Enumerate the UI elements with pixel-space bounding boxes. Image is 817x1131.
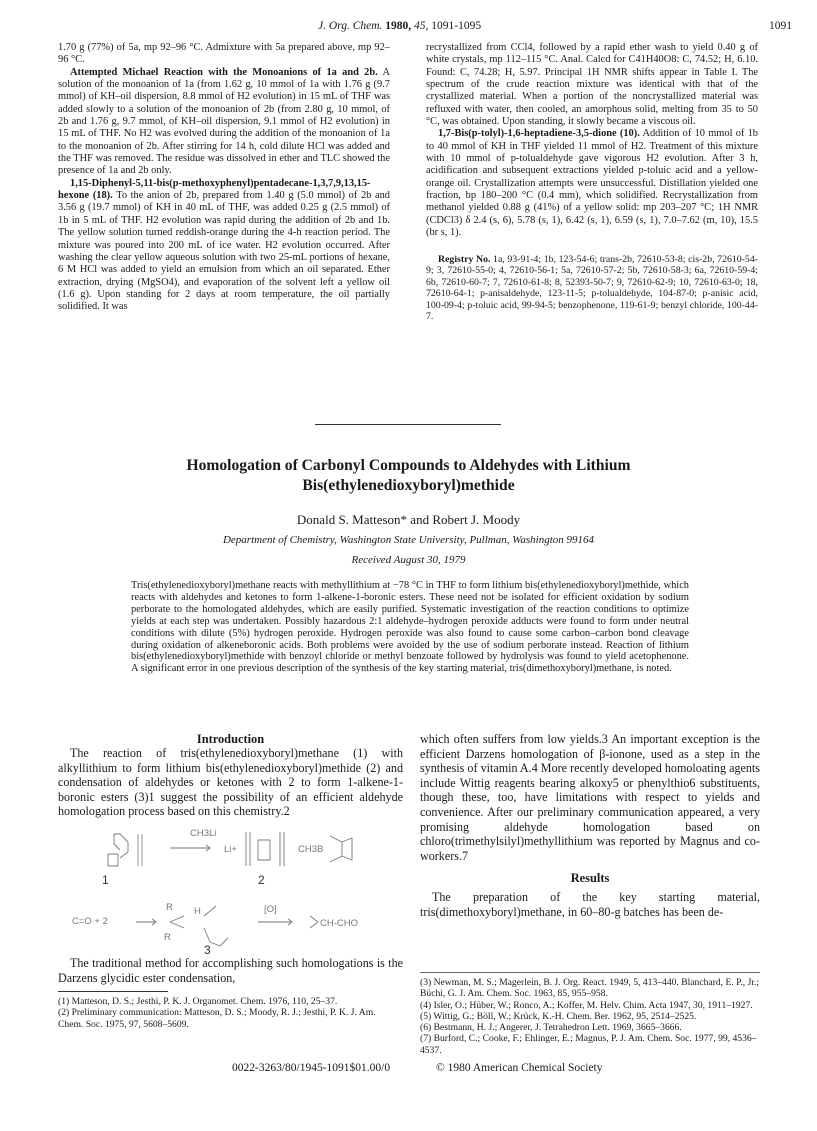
footnote: (6) Bestmann, H. J.; Angerer, J. Tetrahedron Lett. 1969, 3665–3666. [420,1022,682,1034]
paragraph: The preparation of the key starting material, tris(dimethoxyboryl)methane, in 60–80-g batches has been de- [420,889,760,919]
journal-year: 1980, [385,20,412,32]
compound-2-structure [246,832,284,866]
paragraph [58,178,390,314]
footnotes-right [420,977,760,1056]
journal-name: J. Org. Chem. [318,20,383,32]
product-structure [310,916,318,928]
compound-1-structure [108,834,128,866]
oxidant-label: [O] [264,904,277,915]
page-number: 1091 [769,20,792,32]
registry-heading: Registry No. [438,253,491,265]
footnotes-left [58,996,403,1030]
compound-2-label: 2 [258,873,265,887]
article-title [0,456,817,495]
footnote: (2) Preliminary communication: Matteson, D. S.; Moody, R. J.; Jesthi, P. K. J. Am. Chem. Soc. 1975, 97, 5608–5609. [58,1007,376,1030]
footnote: (3) Newman, M. S.; Magerlein, B. J. Org. React. 1949, 5, 413–440. Blanchard, E. P., Jr.; Büchi, G. J. Am. Chem. Soc. 1963, 85, 955–958. [420,977,760,1000]
footnote: (4) Isler, O.; Hüber, W.; Ronco, A.; Koffer, M. Helv. Chim. Acta 1947, 30, 1911–1927. [420,999,753,1011]
h-label: H [194,906,201,917]
footnote: (5) Wittig, G.; Böll, W.; Krück, K.-H. Chem. Ber. 1962, 95, 2514–2525. [420,1010,697,1022]
ch3b-label: CH3B [298,844,324,855]
paragraph: The reaction of tris(ethylenedioxyboryl)methane (1) with alkyllithium to form lithium bis(ethylenedioxyboryl)methide (2) and condensation of aldehydes or ketones with 2 to form 1-alkene-1-boronic esters (3)1 suggest the possibility of an efficient aldehyde homologation process based on this chemistry.2 [58,746,403,819]
paragraph: which often suffers from low yields.3 An important exception is the efficient Darzens homologation of β-ionone, used as a step in the synthesis of vitamin A.4 More recently developed homoloating agents include Wittig reagents bearing alkoxy5 or phenylthio6 substituents, though these, too, have limitations with respect to yields and convenience. After our preliminary communication appeared, a very promising aldehyde homologation based on chloro(trimethylsilyl)methyllithium was reported by Magnus and co-workers.7 [420,732,760,863]
paragraph-heading: Attempted Michael Reaction with the Monoanions of 1a and 2b. [70,66,378,78]
footnote: (7) Burford, C.; Cooke, F.; Ehlinger, E.; Magnus, P. J. Am. Chem. Soc. 1977, 99, 4536–4537. [420,1033,757,1056]
product-label: CH-CHO [320,918,358,929]
authors: Donald S. Matteson* and Robert J. Moody [296,512,521,527]
journal-pages: 1091-1095 [431,20,482,32]
compound-3-label: 3 [204,943,211,955]
carbonyl-label: C=O + 2 [72,916,108,927]
ch3b-ring [330,836,352,862]
intro-paragraph [58,746,403,819]
running-header [318,20,481,32]
intro-paragraph-2 [58,956,403,985]
reaction-arrow [170,845,210,851]
registry-text: 1a, 93-91-4; 1b, 123-54-6; trans-2b, 72610-53-8; cis-2b, 72610-54-9; 3, 72610-55-0; 4, 72610-56-1; 5a, 72610-57-2; 5b, 72610-58-3; 6a, 72610-59-4; 6b, 72610-60-7; 7, 72610-61-8; 8, 52393-50-7; 9, 72610-62-9; 10, 72610-63-0; 18, 72610-64-1; p-anisaldehyde, 123-11-5; p-tolualdehyde, 104-87-0; p-anisic acid, 100-09-4; p-toluic acid, 99-94-5; benzophenone, 119-61-9; benzyl chloride, 100-44-7. [426,253,758,323]
received-date: Received August 30, 1979 [351,554,466,566]
journal-volume: 45, [414,20,429,32]
paragraph: 1.70 g (77%) of 5a, mp 92–96 °C. Admixture with 5a prepared above, mp 92–96 °C. [58,42,390,66]
paragraph: recrystallized from CCl4, followed by a rapid ether wash to yield 0.40 g of white crystals, mp 112–115 °C. Anal. Calcd for C41H40O8: C, 74.52; H, 6.10. Found: C, 74.28; H, 5.97. Principal 1H NMR shifts appear in Table I. The spectrum of the crude reaction mixture was identical with that of the crystallized material. When a portion of the noncrystallized material was refluxed with water, then cooled, an amorphous solid, melting from 35 to 50 °C, was obtained. Upon standing, it slowly became a viscous oil. [426,42,758,128]
article-title-line: Bis(ethylenedioxyboryl)methide [302,476,515,494]
results-heading: Results [570,871,610,886]
article-title-line: Homologation of Carbonyl Compounds to Aldehydes with Lithium [186,457,631,474]
affiliation: Department of Chemistry, Washington State University, Pullman, Washington 99164 [222,534,595,546]
paragraph: The traditional method for accomplishing such homologations is the Darzens glycidic ester condensation, [58,956,403,985]
reaction-scheme [58,820,403,955]
paragraph [426,128,758,239]
experimental-right-column [426,42,758,323]
arrow-to-3 [136,919,156,925]
article-separator [315,424,501,425]
footnote: (1) Matteson, D. S.; Jesthi, P. K. J. Organomet. Chem. 1976, 110, 25–37. [58,996,338,1007]
reagent-label: CH3Li [190,828,217,839]
lithium-label: Li+ [224,844,237,855]
intro-heading: Introduction [196,732,265,746]
footnote-rule [58,991,168,992]
paragraph-text: Addition of 10 mmol of 1b to 40 mmol of KH in THF yielded 11 mmol of H2. Treatment of this mixture with 10 mmol of p-tolualdehyde gave vigorous H2 evolution. After 3 h, acidification and subsequent extractions yielded p-toluic acid and a yellow-orange oil. Crystallization attempts were unsuccessful. Distillation yielded one fraction, bp 180–200 °C (0.4 mm), which solidified. Recrystallization from methanol yielded 0.88 g (41%) of a yellow solid: mp 203–207 °C; 1H NMR (CDCl3) δ 2.4 (s, 6), 5.78 (s, 1), 6.42 (s, 1), 6.59 (s, 1), 7.0–7.62 (m, 10), 15.5 (br s, 1). [426,128,758,239]
footer-copyright: © 1980 American Chemical Society [436,1062,603,1074]
paragraph-text: To the anion of 2b, prepared from 1.40 g (5.0 mmol) of 2b and 3.56 g (19.7 mmol) of KH in 40 mL of THF, was added 0.25 g (2.5 mmol) of 1b in 5 mL of THF. H2 evolution was rapid during the addition of 2b and 1b. The yellow solution turned reddish-orange during the 4-h reaction period. The mixture was poured into 200 mL of ice water. H2 evolution occurred. After washing the clear yellow aqueous solution with two 25-mL portions of hexane, 6 M HCl was added to yield an emulsion from which an oil separated. Ether extraction, drying (MgSO4), and evaporation of the solvent left a yellow oil (1.6 g). Upon standing for 2 days at room temperature, the oil partially solidified. It was [58,190,390,313]
r-label: R [164,932,171,943]
registry-numbers [426,254,758,324]
compound-1-label: 1 [102,873,109,887]
paragraph-heading: 1,15-Diphenyl-5,11-bis(p-methoxyphenyl)pentadecane-1,3,7,9,13,15-hexone (18). [58,177,371,202]
r-label: R [166,902,173,913]
paragraph-heading: 1,7-Bis(p-tolyl)-1,6-heptadiene-3,5-dione (10). [438,128,640,140]
paragraph-text: A solution of the monoanion of 1a (from 1.62 g, 10 mmol of 1a with 1.76 g (9.7 mmol) of KH–oil dispersion, 8.8 mmol of H2 evolution) in 15 mL of THF was added slowly to a solution of the monoanion of 2b (from 2.80 g, 10 mmol, of 2b and 1.76 g, 9.7 mmol, of KH–oil dispersion, 9.1 mmol of H2 evolution) in 15 mL of THF. No H2 was evolved during the addition of the monoanion of 1a to the monoanion of 2b. After stirring for 14 h, cold dilute HCl was added and the THF was removed. The residue was dissolved in ether and TLC showed the presence of 1a and 2b only. [58,66,390,177]
paragraph [58,67,390,178]
oxidation-arrow [258,919,292,925]
footer-code: 0022-3263/80/1945-1091$01.00/0 [232,1062,391,1074]
right-body-column [420,732,760,919]
experimental-left-column [58,42,390,314]
footnote-rule [420,972,760,973]
abstract: Tris(ethylenedioxyboryl)methane reacts with methyllithium at −78 °C in THF to form lithium bis(ethylenedioxyboryl)methide, which reacts with aldehydes and ketones to form 1-alkene-1-boronic esters. These need not be isolated for efficient oxidation by sodium perborate to the homologated aldehydes, which are easily purified. Systematic investigation of the reaction conditions to optimize yields at each step was undertaken. Possibly hazardous 2:1 aldehyde–hydrogen peroxide adducts were found to form under neutral conditions with dilute (5%) hydrogen peroxide. Hydrogen peroxide was also found to cause some carbon–carbon bond cleavage during oxidation of alkeneboronic acids. Both problems were avoided by the use of sodium perborate instead. Reaction of lithium bis(ethylenedioxyboryl)methide with benzoyl chloride or methyl benzoate followed by hydrolysis was found to yield acetophenone. A significant error in one previous description of the synthesis of the key starting material, tris(dimethoxyboryl)methane, is noted. [131,580,689,675]
